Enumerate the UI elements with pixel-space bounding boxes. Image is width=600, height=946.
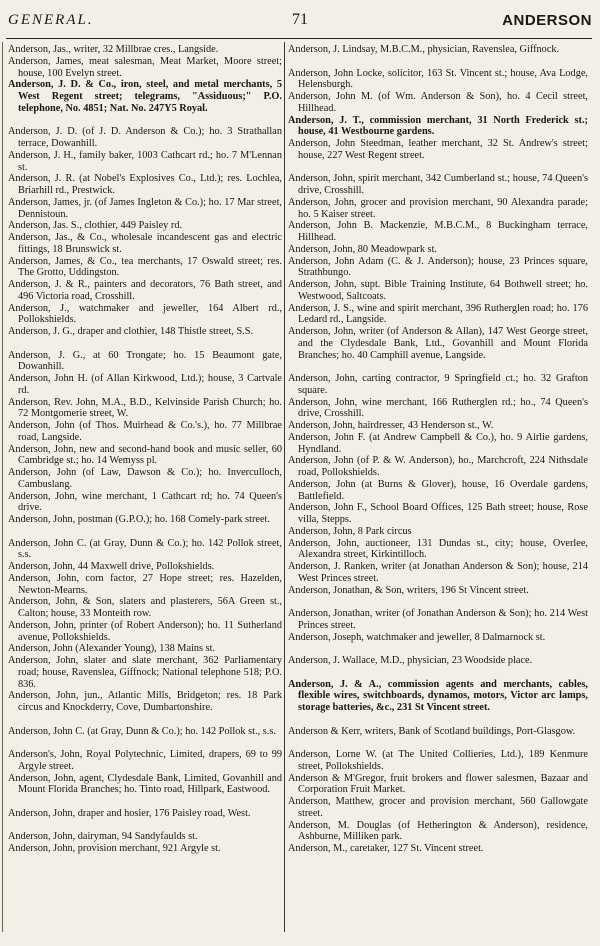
- directory-entry: Anderson, John H. (of Allan Kirkwood, Ltd.); house, 3 Cartvale rd.: [8, 373, 282, 396]
- directory-entry: Anderson, J. & R., painters and decorators, 76 Bath street, and 496 Victoria road, Crosshill.: [8, 279, 282, 302]
- section-heading: GENERAL.: [8, 11, 94, 28]
- directory-entry: Anderson, James, meat salesman, Meat Market, Moore street; house, 100 Evelyn street.: [8, 55, 282, 79]
- page-header: [8, 8, 592, 32]
- directory-entry: Anderson, James, jr. (of James Ingleton & Co.); ho. 17 Mar street, Dennistoun.: [8, 196, 282, 220]
- binding-edge: [2, 42, 3, 932]
- directory-entry: Anderson, John, dairyman, 94 Sandyfaulds st.: [8, 831, 198, 843]
- directory-entry: Anderson & M'Gregor, fruit brokers and flower salesmen, Bazaar and Corporation Fruit Market.: [288, 772, 588, 796]
- directory-entry: Anderson, John C. (at Gray, Dunn & Co.); ho. 142 Pollok street, s.s.: [8, 537, 282, 561]
- directory-entry: Anderson, Jas., writer, 32 Millbrae cres., Langside.: [8, 44, 219, 55]
- directory-entry: Anderson, John, draper and hosier, 176 Paisley road, West.: [8, 807, 251, 819]
- directory-entry: Anderson, John, spirit merchant, 342 Cumberland st.; house, 74 Queen's drive, Crosshill.: [288, 173, 588, 196]
- directory-entry: Anderson, J. Lindsay, M.B.C.M., physician, Ravenslea, Giffnock.: [288, 44, 560, 55]
- directory-entry: Anderson, John, carting contractor, 9 Springfield ct.; ho. 32 Grafton square.: [288, 373, 588, 396]
- directory-entry: Anderson, John (of Thos. Muirhead & Co.'s.), ho. 77 Millbrae road, Langside.: [8, 420, 282, 443]
- directory-entry: Anderson, J. S., wine and spirit merchant, 396 Rutherglen road; ho. 176 Ledard rd., Langside.: [288, 302, 588, 326]
- directory-entry: Anderson, John, writer (of Anderson & Allan), 147 West George street, and the Clydesdale Bank, Ltd., Govanhill and Mount Florida Branches; ho. 40 Camphill avenue, Langside.: [288, 326, 588, 361]
- directory-entry: Anderson, J. D. & Co., iron, steel, and metal merchants, 5 West Regent street; telegrams, "Assiduous;" P.O. telephone, No. 4851; Nat. No. 247Y5 Royal.: [8, 79, 282, 114]
- directory-entry: Anderson, Joseph, watchmaker and jeweller, 8 Dalmarnock st.: [288, 631, 546, 643]
- directory-entry: Anderson, M., caretaker, 127 St. Vincent street.: [288, 843, 484, 854]
- directory-entry: Anderson, John (at Burns & Glover), house, 16 Overdale gardens, Battlefield.: [288, 478, 588, 502]
- directory-entry: Anderson, John, jun., Atlantic Mills, Bridgeton; res. 18 Park circus and Knockderry, Cove, Dumbartonshire.: [8, 690, 282, 713]
- directory-entry: Anderson, J. G., draper and clothier, 148 Thistle street, S.S.: [8, 326, 254, 337]
- directory-entry: Anderson & Kerr, writers, Bank of Scotland buildings, Port-Glasgow.: [288, 725, 576, 737]
- directory-entry: Anderson, Rev. John, M.A., B.D., Kelvinside Parish Church; ho. 72 Montgomerie street, W.: [8, 396, 282, 420]
- directory-entry: Anderson, John, agent, Clydesdale Bank, Limited, Govanhill and Mount Florida Branches; ho. Tinto road, Hillpark, Eastwood.: [8, 772, 282, 796]
- directory-entry: Anderson, J. G., at 60 Trongate; ho. 15 Beaumont gate, Dowanhill.: [8, 349, 282, 373]
- left-column: [8, 44, 282, 936]
- directory-entry: Anderson, John, new and second-hand book and music seller, 60 Cambridge st.; ho. 14 Wemyss pl.: [8, 443, 282, 467]
- column-divider: [284, 42, 285, 932]
- directory-entry: Anderson, John F., School Board Offices, 125 Bath street; house, Rose villa, Stepps.: [288, 502, 588, 525]
- directory-entry: Anderson, Jas. S., clothier, 449 Paisley rd.: [8, 220, 183, 232]
- directory-entry: Anderson, John, & Son, slaters and plasterers, 56A Green st., Calton; house, 33 Monteith row.: [8, 596, 282, 619]
- directory-entry: Anderson, John Adam (C. & J. Anderson); house, 23 Princes square, Strathbungo.: [288, 255, 588, 279]
- directory-entry: Anderson, John (of Law, Dawson & Co.); ho. Inverculloch, Cambuslang.: [8, 467, 282, 490]
- directory-entry: Anderson, John Locke, solicitor, 163 St. Vincent st.; house, Ava Lodge, Helensburgh.: [288, 67, 588, 91]
- directory-entry: Anderson, John, 8 Park circus: [288, 525, 412, 537]
- page-number: 71: [292, 11, 308, 28]
- directory-entry: Anderson, John (of P. & W. Anderson), ho., Marchcroft, 224 Nithsdale road, Pollokshields.: [288, 455, 588, 478]
- directory-entry: Anderson, Jonathan, writer (of Jonathan Anderson & Son); ho. 214 West Princes street.: [288, 608, 588, 631]
- directory-entry: Anderson, J. T., commission merchant, 31 North Frederick st.; house, 41 Westbourne gardens.: [288, 114, 588, 138]
- right-column: [288, 44, 588, 936]
- directory-entry: Anderson, John C. (at Gray, Dunn & Co.); ho. 142 Pollok st., s.s.: [8, 725, 276, 737]
- directory-entry: Anderson, John Steedman, leather merchant, 32 St. Andrew's street; house, 227 West Regent street.: [288, 138, 588, 161]
- directory-entry: Anderson, John F. (at Andrew Campbell & Co.), ho. 9 Airlie gardens, Hyndland.: [288, 431, 588, 455]
- directory-entry: Anderson, John, wine merchant, 166 Rutherglen rd.; ho., 74 Queen's drive, Crosshill.: [288, 396, 588, 420]
- directory-entry: Anderson, Matthew, grocer and provision merchant, 560 Gallowgate street.: [288, 796, 588, 819]
- directory-entry: Anderson, Jas., & Co., wholesale incandescent gas and electric fittings, 18 Brunswick st.: [8, 232, 282, 255]
- directory-entry: Anderson, John, supt. Bible Training Institute, 64 Bothwell street; ho. Westwood, Saltcoats.: [288, 279, 588, 302]
- directory-entry: Anderson, John, printer (of Robert Anderson); ho. 11 Sutherland avenue, Pollokshields.: [8, 619, 282, 643]
- directory-entry: Anderson, J. H., family baker, 1003 Cathcart rd.; ho. 7 M'Lennan st.: [8, 149, 282, 173]
- directory-entry: Anderson, J. Wallace, M.D., physician, 23 Woodside place.: [288, 655, 533, 666]
- directory-entry: Anderson, John, grocer and provision merchant, 90 Alexandra parade; ho. 5 Kaiser street.: [288, 196, 588, 220]
- directory-entry: Anderson's, John, Royal Polytechnic, Limited, drapers, 69 to 99 Argyle street.: [8, 749, 282, 772]
- directory-entry: Anderson, Lorne W. (at The United Collieries, Ltd.), 189 Kenmure street, Pollokshields.: [288, 749, 588, 772]
- header-rule: [6, 38, 592, 39]
- running-head-name: ANDERSON: [502, 11, 592, 29]
- directory-entry: Anderson, John, slater and slate merchant, 362 Parliamentary road; house, Ravenslea, Giffnock; National telephone 518; P.O. 836.: [8, 655, 282, 690]
- directory-entry: Anderson, John, 44 Maxwell drive, Pollokshields.: [8, 561, 215, 572]
- directory-entry: Anderson, John, provision merchant, 921 Argyle st.: [8, 843, 221, 854]
- directory-entry: Anderson, J., watchmaker and jeweller, 164 Albert rd., Pollokshields.: [8, 302, 282, 326]
- directory-entry: Anderson, John B. Mackenzie, M.B.C.M., 8 Buckingham terrace, Hillhead.: [288, 220, 588, 243]
- directory-entry: Anderson, John, postman (G.P.O.); ho. 168 Comely-park street.: [8, 514, 270, 525]
- directory-entry: Anderson, John, hairdresser, 43 Henderson st., W.: [288, 420, 494, 431]
- directory-entry: Anderson, James, & Co., tea merchants, 17 Oswald street; res. The Grotto, Uddingston.: [8, 255, 282, 279]
- directory-entry: Anderson, J. & A., commission agents and merchants, cables, flexible wires, switchboards, dynamos, motors, Victor arc lamps, storage batteries, &c., 231 St Vincent street.: [288, 678, 588, 713]
- directory-entry: Anderson, Jonathan, & Son, writers, 196 St Vincent street.: [288, 584, 529, 596]
- directory-entry: Anderson, M. Douglas (of Hetherington & Anderson), residence, Ashburne, Milliken park.: [288, 819, 588, 843]
- directory-entry: Anderson, John, corn factor, 27 Hope street; res. Hazelden, Newton-Mearns.: [8, 572, 282, 596]
- directory-entry: Anderson, John M. (of Wm. Anderson & Son), ho. 4 Cecil street, Hillhead.: [288, 91, 588, 114]
- directory-entry: Anderson, J. D. (of J. D. Anderson & Co.); ho. 3 Strathallan terrace, Dowanhill.: [8, 126, 282, 149]
- directory-entry: Anderson, John, wine merchant, 1 Cathcart rd; ho. 74 Queen's drive.: [8, 490, 282, 514]
- directory-entry: Anderson, J. R. (at Nobel's Explosives Co., Ltd.); res. Lochlea, Briarhill rd., Prestwick.: [8, 173, 282, 196]
- directory-entry: Anderson, John (Alexander Young), 138 Mains st.: [8, 643, 216, 655]
- directory-entry: Anderson, J. Ranken, writer (at Jonathan Anderson & Son); house, 214 West Princes street.: [288, 561, 588, 584]
- directory-entry: Anderson, John, 80 Meadowpark st.: [288, 243, 437, 255]
- directory-entry: Anderson, John, auctioneer, 131 Dundas st., city; house, Overlee, Alexandra street, Kirkintilloch.: [288, 537, 588, 561]
